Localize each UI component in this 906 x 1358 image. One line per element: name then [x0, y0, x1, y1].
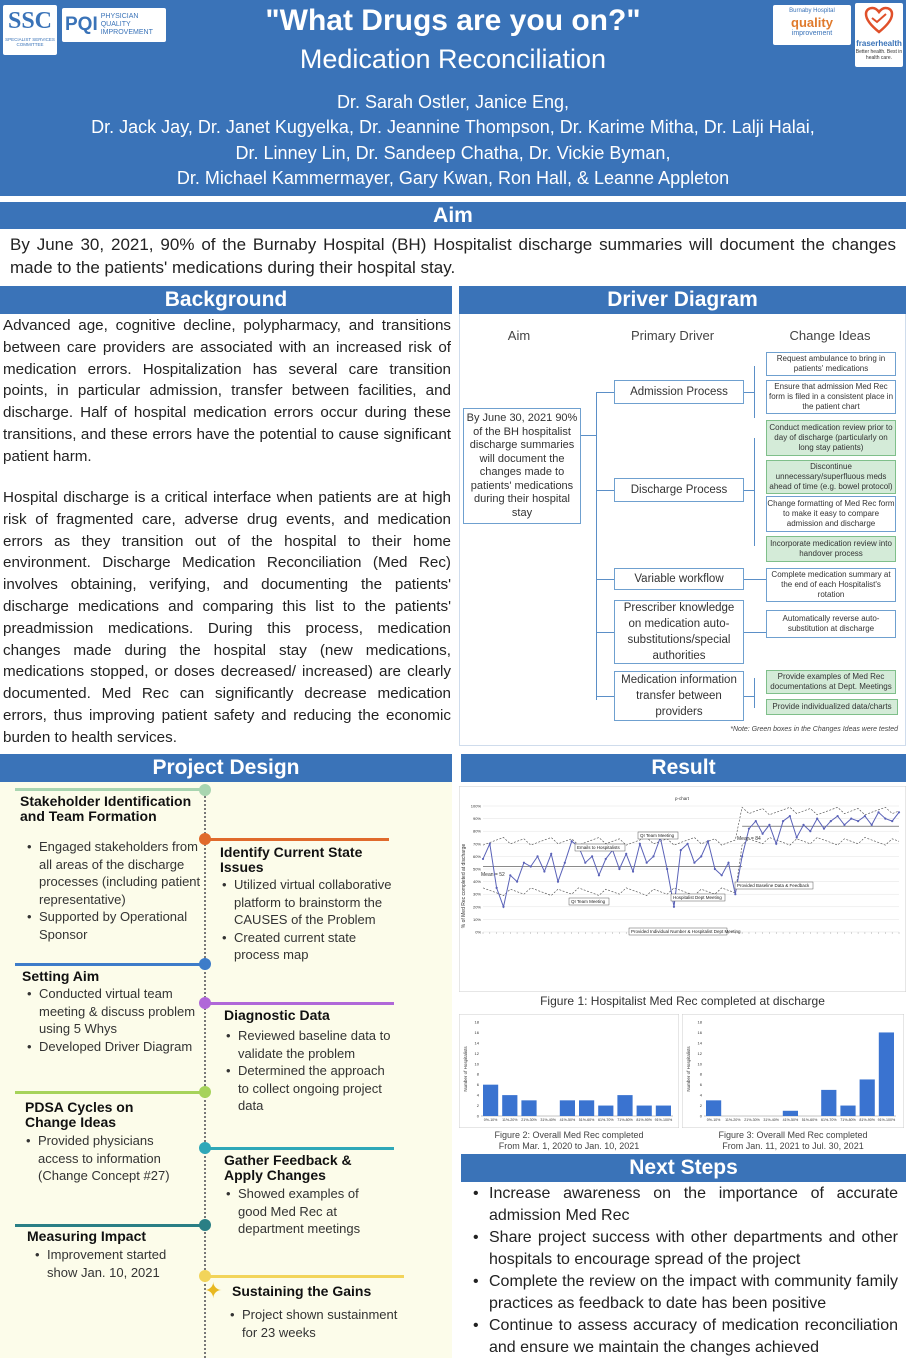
data-point: [768, 824, 770, 826]
data-point: [850, 818, 852, 820]
y-tick-label: 60%: [472, 853, 481, 859]
primary-driver-box: Medication information transfer between providers: [614, 671, 744, 721]
data-point: [864, 815, 866, 817]
primary-driver-box: Admission Process: [614, 380, 744, 404]
timeline-dot: [199, 833, 211, 845]
step-underline: [15, 1224, 210, 1227]
chart-frame: [459, 786, 906, 992]
poster-header: [0, 0, 906, 196]
connector: [596, 696, 614, 697]
data-point: [816, 818, 818, 820]
driver-note: *Note: Green boxes in the Changes Ideas were tested: [730, 726, 898, 733]
data-point: [652, 855, 654, 857]
x-tick-label: 91%-100%: [654, 1118, 673, 1122]
x-tick-label: 11%-20%: [502, 1118, 518, 1122]
bar: [617, 1095, 632, 1116]
change-idea-box-tested: Provide examples of Med Rec documentations at Dept. Meetings: [766, 670, 896, 694]
step-title: Stakeholder Identification and Team Formation: [20, 793, 192, 824]
aim-text: By June 30, 2021, 90% of the Burnaby Hospital (BH) Hospitalist discharge summaries will document the changes made to the patients' medications during their hospital stay.: [10, 235, 896, 277]
col-primary-label: Primary Driver: [630, 328, 715, 343]
data-point: [734, 893, 736, 895]
step-list: [230, 1306, 410, 1341]
data-point: [891, 820, 893, 822]
x-tick-label: 51%-60%: [578, 1118, 595, 1122]
y-tick-label: 4: [699, 1092, 702, 1098]
step-underline: [204, 1275, 404, 1278]
data-point: [584, 862, 586, 864]
data-point: [482, 858, 484, 860]
step-list: [222, 876, 392, 964]
y-tick-label: 0: [699, 1113, 702, 1119]
figure2-caption: Figure 2: Overall Med Rec completed From Mar. 1, 2020 to Jan. 10, 2021: [494, 1130, 644, 1151]
data-point: [618, 868, 620, 870]
data-point: [591, 855, 593, 857]
next-step-item: • Share project success with other departments and other hospitals to encourage spread of the project: [465, 1227, 898, 1271]
chart-title: p-chart: [674, 796, 690, 801]
project-design-panel: [0, 782, 452, 1358]
data-point: [748, 828, 750, 830]
data-point: [884, 818, 886, 820]
data-point: [802, 824, 804, 826]
step-title: Setting Aim: [22, 968, 100, 984]
x-tick-label: 31%-40%: [763, 1118, 779, 1122]
x-tick-label: 81%-90%: [859, 1118, 875, 1122]
mean-label: Mean = 52: [481, 872, 505, 878]
primary-driver-box: Prescriber knowledge on medication auto-substitutions/special authorities: [614, 600, 744, 664]
data-point: [673, 906, 675, 908]
step-item: • Engaged stakeholders from all areas of the discharge processes (including patient representative): [27, 838, 202, 908]
data-point: [693, 862, 695, 864]
x-tick-label: 71%-80%: [840, 1118, 856, 1122]
data-point: [837, 815, 839, 817]
step-item: • Provided physicians access to information (Change Concept #27): [26, 1132, 196, 1185]
y-tick-label: 0: [476, 1113, 479, 1119]
primary-driver-box: Discharge Process: [614, 478, 744, 502]
next-steps-heading: Next Steps: [461, 1154, 906, 1182]
bar: [783, 1111, 798, 1116]
background-paragraph: Advanced age, cognitive decline, polypharmacy, and transitions between care providers are associated with an increased risk of medication errors. Hospitalization has several care transition points, in particular admission, transfer between facilities, and discharge. Half of hospital medication errors occur during these transitions, and these errors have the potential to cause significant patient harm.: [3, 317, 451, 465]
poster-title: "What Drugs are you on?": [265, 4, 641, 37]
y-tick-label: 70%: [472, 841, 481, 847]
data-point: [680, 849, 682, 851]
driver-diagram-heading: Driver Diagram: [459, 286, 906, 314]
y-tick-label: 80%: [472, 828, 481, 834]
y-axis-label: % of Med Rec completed at discharge: [461, 843, 467, 929]
change-idea-box-tested: Provide individualized data/charts: [766, 699, 898, 715]
next-step-item: • Complete the review on the impact with community family practices as feedback to date has been positive: [465, 1271, 898, 1315]
data-point: [762, 833, 764, 835]
step-item: • Project shown sustainment for 23 weeks: [230, 1306, 410, 1341]
figure1-caption: Figure 1: Hospitalist Med Rec completed at discharge: [540, 994, 825, 1008]
ssc-logo: SSC SPECIALIST SERVICES COMMITTEE: [3, 5, 57, 55]
data-point: [789, 815, 791, 817]
x-tick-label: 0%-10%: [483, 1118, 498, 1122]
data-point: [796, 836, 798, 838]
author-line: Dr. Michael Kammermayer, Gary Kwan, Ron Hall, & Leanne Appleton: [176, 168, 730, 188]
connector: [744, 632, 766, 633]
y-tick-label: 2: [476, 1103, 479, 1109]
next-step-item: • Increase awareness on the importance of accurate admission Med Rec: [465, 1183, 898, 1227]
annotation: QI Team Meeting: [640, 833, 675, 838]
y-tick-label: 10%: [472, 916, 481, 922]
data-point: [666, 868, 668, 870]
y-tick-label: 50%: [472, 866, 481, 872]
change-idea-box: Request ambulance to bring in patients' medications: [766, 352, 896, 376]
step-item: • Developed Driver Diagram: [27, 1038, 202, 1056]
bar: [656, 1106, 671, 1116]
step-title: PDSA Cycles on Change Ideas: [25, 1099, 134, 1130]
data-point: [496, 887, 498, 889]
step-title: Measuring Impact: [27, 1228, 147, 1244]
data-point: [755, 820, 757, 822]
mean-label: Mean = 84: [737, 836, 761, 842]
aim-heading: Aim: [0, 202, 906, 229]
connector: [744, 696, 754, 697]
data-point: [489, 843, 491, 845]
data-point: [686, 843, 688, 845]
step-item: • Determined the approach to collect ongoing project data: [226, 1062, 396, 1115]
bar: [821, 1090, 836, 1116]
x-tick-label: 71%-80%: [617, 1118, 633, 1122]
step-list: [226, 1185, 386, 1238]
bar: [598, 1106, 613, 1116]
bar: [860, 1079, 875, 1116]
y-tick-label: 6: [476, 1082, 479, 1088]
x-tick-label: 0%-10%: [706, 1118, 721, 1122]
step-underline: [204, 1147, 394, 1150]
annotation: Hospitalist Dept Meeting: [673, 895, 722, 900]
y-tick-label: 4: [476, 1092, 479, 1098]
annotation: Provided Individual Number & Hospitalist Dept Meeting: [631, 929, 741, 934]
y-tick-label: 16: [697, 1029, 702, 1035]
col-aim-label: Aim: [507, 328, 531, 343]
driver-diagram: [459, 314, 906, 746]
data-point: [830, 820, 832, 822]
x-tick-label: 81%-90%: [636, 1118, 652, 1122]
timeline-dot: [199, 958, 211, 970]
data-point: [843, 824, 845, 826]
poster-subtitle: Medication Reconciliation: [299, 44, 607, 74]
data-point: [557, 881, 559, 883]
author-line: Dr. Linney Lin, Dr. Sandeep Chatha, Dr. Vickie Byman,: [235, 143, 671, 163]
project-design-heading: Project Design: [0, 754, 452, 782]
timeline-dot: [199, 997, 211, 1009]
connector: [596, 392, 597, 700]
change-idea-box-tested: Conduct medication review prior to day of discharge (particularly on long stay patients): [766, 420, 896, 456]
step-list: [35, 1246, 195, 1281]
data-point: [625, 853, 627, 855]
author-line: Dr. Sarah Ostler, Janice Eng,: [336, 92, 570, 112]
step-title: Diagnostic Data: [224, 1007, 330, 1023]
x-tick-label: 61%-70%: [598, 1118, 614, 1122]
step-underline: [15, 788, 210, 791]
data-point: [775, 843, 777, 845]
timeline-dot: [199, 1142, 211, 1154]
data-point: [707, 840, 709, 842]
timeline-dot: [199, 1086, 211, 1098]
data-point: [898, 811, 900, 813]
bar: [879, 1032, 894, 1116]
data-point: [857, 820, 859, 822]
y-tick-label: 20%: [472, 904, 481, 910]
figure3-caption: Figure 3: Overall Med Rec completed From Jan. 11, 2021 to Jul. 30, 2021: [718, 1130, 868, 1151]
step-list: [27, 838, 202, 943]
bar: [521, 1100, 536, 1116]
x-tick-label: 91%-100%: [877, 1118, 896, 1122]
y-tick-label: 16: [474, 1029, 479, 1035]
step-item: • Showed examples of good Med Rec at department meetings: [226, 1185, 386, 1238]
sparkle-icon: ✦: [204, 1278, 223, 1303]
y-tick-label: 2: [699, 1103, 702, 1109]
data-point: [564, 862, 566, 864]
connector: [754, 366, 755, 418]
y-tick-label: 8: [476, 1071, 479, 1077]
y-axis-label: Number of Hospitalists: [463, 1046, 468, 1092]
data-point: [543, 870, 545, 872]
data-point: [550, 853, 552, 855]
data-point: [632, 870, 634, 872]
y-tick-label: 14: [697, 1040, 702, 1046]
bar: [637, 1106, 652, 1116]
step-underline: [15, 963, 210, 966]
data-point: [516, 881, 518, 883]
next-step-item: • Continue to assess accuracy of medication reconciliation and ensure we maintain the changes achieved: [465, 1315, 898, 1358]
bh-quality-logo: Burnaby Hospital quality improvement: [773, 5, 851, 45]
x-tick-label: 31%-40%: [540, 1118, 556, 1122]
timeline-dot: [199, 1219, 211, 1231]
bar: [579, 1100, 594, 1116]
step-title: Identify Current State Issues: [220, 844, 363, 875]
y-axis-label: Number of Hospitalists: [686, 1046, 691, 1092]
connector: [754, 438, 755, 546]
data-point: [509, 874, 511, 876]
y-tick-label: 12: [697, 1050, 702, 1056]
change-idea-box: Change formatting of Med Rec form to make it easy to compare admission and discharge: [766, 496, 896, 532]
histogram-before: [459, 1014, 679, 1128]
step-list: [226, 1027, 396, 1115]
step-item: • Conducted virtual team meeting & discuss problem using 5 Whys: [27, 985, 202, 1038]
bar: [706, 1100, 721, 1116]
histogram-after: [682, 1014, 904, 1128]
step-list: [27, 985, 202, 1055]
data-point: [823, 828, 825, 830]
connector: [596, 632, 614, 633]
step-item: • Supported by Operational Sponsor: [27, 908, 202, 943]
y-tick-label: 10: [697, 1061, 702, 1067]
change-idea-box: Automatically reverse auto-substitution at discharge: [766, 610, 896, 638]
pqi-logo: PQI PHYSICIAN QUALITY IMPROVEMENT: [62, 8, 166, 42]
data-point: [639, 843, 641, 845]
bar: [483, 1085, 498, 1116]
connector: [596, 392, 614, 393]
annotation: Emails to Hospitalists: [577, 845, 620, 850]
primary-driver-box: Variable workflow: [614, 568, 744, 590]
change-idea-box: Ensure that admission Med Rec form is filed in a consistent place in the patient chart: [766, 380, 896, 414]
data-point: [502, 906, 504, 908]
timeline-dot: [199, 784, 211, 796]
y-tick-label: 8: [699, 1071, 702, 1077]
bar: [560, 1100, 575, 1116]
y-tick-label: 18: [697, 1019, 702, 1025]
step-list: [26, 1132, 196, 1185]
data-point: [871, 824, 873, 826]
step-underline: [204, 1002, 394, 1005]
next-steps-list: [465, 1183, 898, 1358]
y-tick-label: 14: [474, 1040, 479, 1046]
connector: [596, 579, 614, 580]
data-point: [714, 868, 716, 870]
step-item: • Utilized virtual collaborative platform to brainstorm the CAUSES of the Problem: [222, 876, 392, 929]
step-item: • Created current state process map: [222, 929, 392, 964]
y-tick-label: 40%: [472, 879, 481, 885]
data-point: [741, 855, 743, 857]
change-idea-box: Complete medication summary at the end of each Hospitalist's rotation: [766, 568, 896, 602]
p-chart: [459, 786, 906, 992]
data-point: [700, 855, 702, 857]
x-tick-label: 11%-20%: [725, 1118, 741, 1122]
annotation: Provided Baseline Data & Feedback: [737, 883, 810, 888]
data-point: [536, 855, 538, 857]
connector: [744, 579, 766, 580]
col-change-label: Change Ideas: [789, 328, 871, 343]
bar: [840, 1106, 855, 1116]
annotation: QI Team Meeting: [571, 899, 606, 904]
step-underline: [15, 1091, 210, 1094]
author-line: Dr. Jack Jay, Dr. Janet Kugyelka, Dr. Jeannine Thompson, Dr. Karime Mitha, Dr. Lalji Halai,: [91, 117, 815, 137]
connector: [596, 490, 614, 491]
data-point: [877, 811, 879, 813]
background-heading: Background: [0, 286, 452, 314]
bar: [502, 1095, 517, 1116]
y-tick-label: 30%: [472, 891, 481, 897]
data-point: [809, 830, 811, 832]
y-tick-label: 12: [474, 1050, 479, 1056]
data-point: [605, 858, 607, 860]
data-point: [523, 862, 525, 864]
data-point: [721, 874, 723, 876]
data-point: [727, 862, 729, 864]
step-title: Sustaining the Gains: [232, 1283, 372, 1299]
y-tick-label: 18: [474, 1019, 479, 1025]
step-underline: [204, 838, 389, 841]
fraser-health-logo: fraserhealth Better health. Best in health care.: [855, 3, 903, 67]
x-tick-label: 41%-50%: [559, 1118, 576, 1122]
background-paragraph: Hospital discharge is a critical interface when patients are at high risk of fragmented care, adverse drug events, and medication errors as they transition out of the hospital to their home environment. Discharge Medication Reconciliation (Med Rec) involves obtaining, verifying, and documenting the patients' discharge medications and comparing this list to the patients' preadmission medications. During this process, medication changes made during the hospital stay (new medications, medications stopped, or doses decreased/ increased) are clearly documented. Med Rec can significantly decrease medication errors, thus improving patient safety and reducing the economic burden to health services.: [3, 489, 451, 746]
data-point: [530, 865, 532, 867]
step-title: Gather Feedback & Apply Changes: [224, 1152, 352, 1183]
x-tick-label: 61%-70%: [821, 1118, 837, 1122]
data-point: [571, 840, 573, 842]
aim-box: By June 30, 2021 90% of the BH hospitalist discharge summaries will document the changes made to patients' medications during their hospital stay: [463, 408, 581, 524]
data-point: [782, 820, 784, 822]
step-item: • Reviewed baseline data to validate the problem: [226, 1027, 396, 1062]
y-tick-label: 0%: [475, 929, 481, 935]
x-tick-label: 21%-30%: [521, 1118, 537, 1122]
y-tick-label: 10: [474, 1061, 479, 1067]
result-heading: Result: [461, 754, 906, 782]
change-idea-box-tested: Discontinue unnecessary/superfluous meds ahead of time (e.g. bowel protocol): [766, 460, 896, 494]
y-tick-label: 100%: [470, 803, 481, 809]
heart-icon: [864, 6, 894, 34]
connector: [744, 392, 754, 393]
data-point: [646, 862, 648, 864]
connector: [744, 490, 754, 491]
y-tick-label: 90%: [472, 816, 481, 822]
connector: [581, 435, 596, 436]
connector: [754, 678, 755, 708]
step-item: • Improvement started show Jan. 10, 2021: [35, 1246, 195, 1281]
data-point: [598, 874, 600, 876]
change-idea-box-tested: Incorporate medication review into handover process: [766, 536, 896, 562]
x-tick-label: 51%-60%: [801, 1118, 818, 1122]
x-tick-label: 21%-30%: [744, 1118, 760, 1122]
x-tick-label: 41%-50%: [782, 1118, 799, 1122]
y-tick-label: 6: [699, 1082, 702, 1088]
